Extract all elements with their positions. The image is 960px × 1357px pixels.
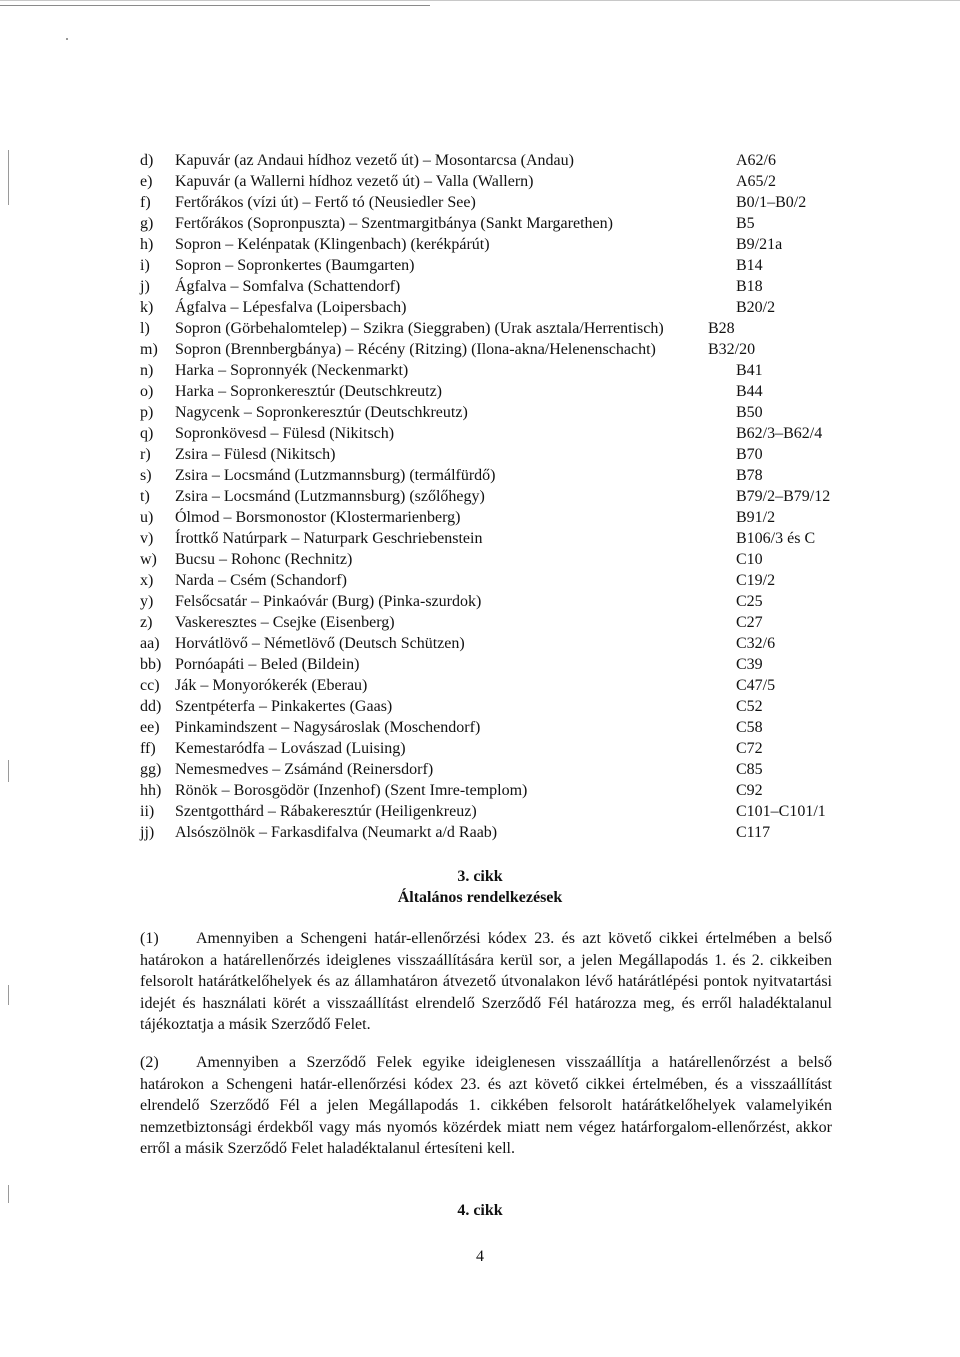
article-3-number: 3. cikk <box>457 868 503 885</box>
item-code: C52 <box>736 698 763 715</box>
list-item <box>140 780 830 801</box>
item-code: B18 <box>736 278 763 295</box>
item-letter: y) <box>140 593 154 610</box>
item-place: Pinkamindszent – Nagysároslak (Moschendorf) <box>175 719 481 736</box>
scan-speck <box>66 38 68 40</box>
list-item <box>140 234 830 255</box>
item-code: C101–C101/1 <box>736 803 826 820</box>
item-code: B5 <box>736 215 755 232</box>
item-letter: ii) <box>140 803 155 820</box>
item-place: Ólmod – Borsmonostor (Klostermarienberg) <box>175 509 461 526</box>
list-item <box>140 633 830 654</box>
item-letter: h) <box>140 236 154 253</box>
article-3-title: Általános rendelkezések <box>397 889 563 906</box>
item-place: Pornóapáti – Beled (Bildein) <box>175 656 360 673</box>
item-letter: k) <box>140 299 154 316</box>
list-item <box>140 276 830 297</box>
item-code: C19/2 <box>736 572 776 589</box>
list-item <box>140 717 830 738</box>
item-letter: hh) <box>140 782 162 799</box>
item-letter: d) <box>140 152 154 169</box>
list-item <box>140 822 830 843</box>
item-letter: w) <box>140 551 157 568</box>
item-letter: ff) <box>140 740 156 757</box>
list-item <box>140 423 830 444</box>
item-place: Zsira – Locsmánd (Lutzmannsburg) (termálfürdő) <box>175 467 496 484</box>
item-place: Írottkő Natúrpark – Naturpark Geschriebenstein <box>175 530 483 547</box>
item-code: C27 <box>736 614 763 631</box>
list-item <box>140 444 830 465</box>
item-place: Sopron – Kelénpatak (Klingenbach) (kerékpárút) <box>175 236 490 253</box>
scan-edge-top <box>0 0 960 1</box>
item-place: Narda – Csém (Schandorf) <box>175 572 347 589</box>
list-item <box>140 486 830 507</box>
scan-edge-left <box>8 150 9 205</box>
item-code: B9/21a <box>736 236 783 253</box>
item-code: A62/6 <box>736 152 776 169</box>
item-place: Kemestaródfa – Lovászad (Luising) <box>175 740 406 757</box>
list-item <box>140 381 830 402</box>
item-code: B50 <box>736 404 763 421</box>
item-code: C25 <box>736 593 763 610</box>
item-letter: jj) <box>140 824 155 841</box>
list-item <box>140 297 830 318</box>
item-place: Bucsu – Rohonc (Rechnitz) <box>175 551 353 568</box>
border-crossing-list <box>140 150 830 843</box>
list-item <box>140 318 830 339</box>
item-place: Ják – Monyorókerék (Eberau) <box>175 677 368 694</box>
list-item <box>140 465 830 486</box>
article-3-paragraph-1 <box>140 928 832 1036</box>
item-code: B70 <box>736 446 763 463</box>
item-letter: g) <box>140 215 154 232</box>
item-place: Fertőrákos (vízi út) – Fertő tó (Neusiedler See) <box>175 194 476 211</box>
item-place: Harka – Sopronkeresztúr (Deutschkreutz) <box>175 383 443 400</box>
list-item <box>140 612 830 633</box>
item-place: Zsira – Locsmánd (Lutzmannsburg) (szőlőhegy) <box>175 488 485 505</box>
paragraph-text: Amennyiben a Szerződő Felek egyike ideiglenesen visszaállítja a határellenőrzést a belső határokon a Schengeni határ-ellenőrzési kódex 23. és azt követő cikkei értelmében, és a visszaállítást elrendelő Szerződő Fél a jelen Megállapodás 1. cikkében felsorolt határátkelőhelyek valamelyikén nemzetbiztonsági érdekből vagy más nyomós közérdek miatt nem végez határforgalom-ellenőrzést, akkor erről a másik Szerződő Felet haladéktalanul értesíteni kell. <box>140 1054 832 1157</box>
item-code: C85 <box>736 761 763 778</box>
item-place: Szentgotthárd – Rábakeresztúr (Heiligenkreuz) <box>175 803 477 820</box>
item-code: C10 <box>736 551 763 568</box>
item-place: Felsőcsatár – Pinkaóvár (Burg) (Pinka-szurdok) <box>175 593 482 610</box>
item-code: B32/20 <box>708 341 756 358</box>
item-place: Vaskeresztes – Csejke (Eisenberg) <box>175 614 395 631</box>
item-place: Fertőrákos (Sopronpuszta) – Szentmargitbánya (Sankt Margarethen) <box>175 215 613 232</box>
list-item <box>140 759 830 780</box>
list-item <box>140 402 830 423</box>
paragraph-number: (1) <box>140 930 159 947</box>
item-letter: aa) <box>140 635 160 652</box>
list-item <box>140 171 830 192</box>
list-item <box>140 528 830 549</box>
list-item <box>140 150 830 171</box>
item-place: Szentpéterfa – Pinkakertes (Gaas) <box>175 698 393 715</box>
article-4-number: 4. cikk <box>457 1202 503 1219</box>
list-item <box>140 213 830 234</box>
item-code: B91/2 <box>736 509 776 526</box>
article-3-paragraph-2 <box>140 1052 832 1160</box>
item-code: C47/5 <box>736 677 776 694</box>
list-item <box>140 570 830 591</box>
item-place: Zsira – Fülesd (Nikitsch) <box>175 446 336 463</box>
item-place: Harka – Sopronnyék (Neckenmarkt) <box>175 362 409 379</box>
item-letter: x) <box>140 572 154 589</box>
item-letter: o) <box>140 383 154 400</box>
item-letter: l) <box>140 320 150 337</box>
item-letter: m) <box>140 341 158 358</box>
item-letter: i) <box>140 257 150 274</box>
list-item <box>140 507 830 528</box>
list-item <box>140 192 830 213</box>
item-place: Nagycenk – Sopronkeresztúr (Deutschkreutz) <box>175 404 468 421</box>
list-item <box>140 654 830 675</box>
paragraph-number: (2) <box>140 1054 159 1071</box>
item-code: B106/3 és C <box>736 530 816 547</box>
item-code: C117 <box>736 824 771 841</box>
item-letter: v) <box>140 530 154 547</box>
item-letter: f) <box>140 194 151 211</box>
item-code: C32/6 <box>736 635 776 652</box>
item-letter: ee) <box>140 719 160 736</box>
item-place: Ágfalva – Somfalva (Schattendorf) <box>175 278 401 295</box>
item-code: B44 <box>736 383 763 400</box>
item-letter: t) <box>140 488 150 505</box>
item-code: B14 <box>736 257 763 274</box>
list-item <box>140 360 830 381</box>
paragraph-text: Amennyiben a Schengeni határ-ellenőrzési kódex 23. és azt követő cikkei értelmében a belső határokon a határellenőrzés ideiglenes visszaállítására kerül sor, a jelen Megállapodás 1. és 2. cikkeiben felsorolt határátkelőhelyek és az államhatáron átvezető útvonalakon lévő határátlépési pontok nyitvatartási idejét és használati körét a visszaállítást elrendelő Szerződő Fél határozza meg, és erről haladéktalanul tájékoztatja a másik Szerződő Felet. <box>140 930 832 1033</box>
item-letter: z) <box>140 614 153 631</box>
item-letter: gg) <box>140 761 162 778</box>
list-item <box>140 255 830 276</box>
item-letter: bb) <box>140 656 162 673</box>
item-letter: dd) <box>140 698 162 715</box>
list-item <box>140 549 830 570</box>
item-letter: p) <box>140 404 154 421</box>
scan-edge-line <box>0 5 430 6</box>
page-number: 4 <box>476 1248 484 1265</box>
item-place: Alsószölnök – Farkasdifalva (Neumarkt a/d Raab) <box>175 824 498 841</box>
item-code: B20/2 <box>736 299 776 316</box>
scan-edge-left <box>8 760 9 782</box>
list-item <box>140 339 830 360</box>
list-item <box>140 801 830 822</box>
item-letter: n) <box>140 362 154 379</box>
list-item <box>140 738 830 759</box>
item-code: C92 <box>736 782 763 799</box>
item-place: Sopron – Sopronkertes (Baumgarten) <box>175 257 415 274</box>
item-code: C72 <box>736 740 763 757</box>
item-code: C58 <box>736 719 763 736</box>
item-code: B79/2–B79/12 <box>736 488 831 505</box>
item-place: Ágfalva – Lépesfalva (Loipersbach) <box>175 299 407 316</box>
item-letter: r) <box>140 446 151 463</box>
item-letter: cc) <box>140 677 160 694</box>
list-item <box>140 696 830 717</box>
item-place: Horvátlövő – Németlövő (Deutsch Schützen) <box>175 635 465 652</box>
item-place: Sopron (Brennbergbánya) – Récény (Ritzing) (Ilona-akna/Helenenschacht) <box>175 341 656 358</box>
item-code: B0/1–B0/2 <box>736 194 807 211</box>
list-item <box>140 675 830 696</box>
item-code: A65/2 <box>736 173 776 190</box>
item-place: Kapuvár (az Andaui hídhoz vezető út) – Mosontarcsa (Andau) <box>175 152 574 169</box>
item-letter: q) <box>140 425 154 442</box>
item-letter: j) <box>140 278 150 295</box>
item-code: B78 <box>736 467 763 484</box>
item-place: Sopronkövesd – Fülesd (Nikitsch) <box>175 425 395 442</box>
scan-edge-left <box>8 985 9 1005</box>
item-place: Sopron (Görbehalomtelep) – Szikra (Sieggraben) (Urak asztala/Herrentisch) <box>175 320 664 337</box>
item-code: B28 <box>708 320 735 337</box>
item-code: B41 <box>736 362 763 379</box>
item-code: B62/3–B62/4 <box>736 425 823 442</box>
item-letter: s) <box>140 467 152 484</box>
item-place: Nemesmedves – Zsámánd (Reinersdorf) <box>175 761 434 778</box>
item-place: Rönök – Borosgödör (Inzenhof) (Szent Imre-templom) <box>175 782 528 799</box>
item-place: Kapuvár (a Wallerni hídhoz vezető út) – Valla (Wallern) <box>175 173 534 190</box>
item-letter: u) <box>140 509 154 526</box>
item-letter: e) <box>140 173 153 190</box>
list-item <box>140 591 830 612</box>
item-code: C39 <box>736 656 763 673</box>
